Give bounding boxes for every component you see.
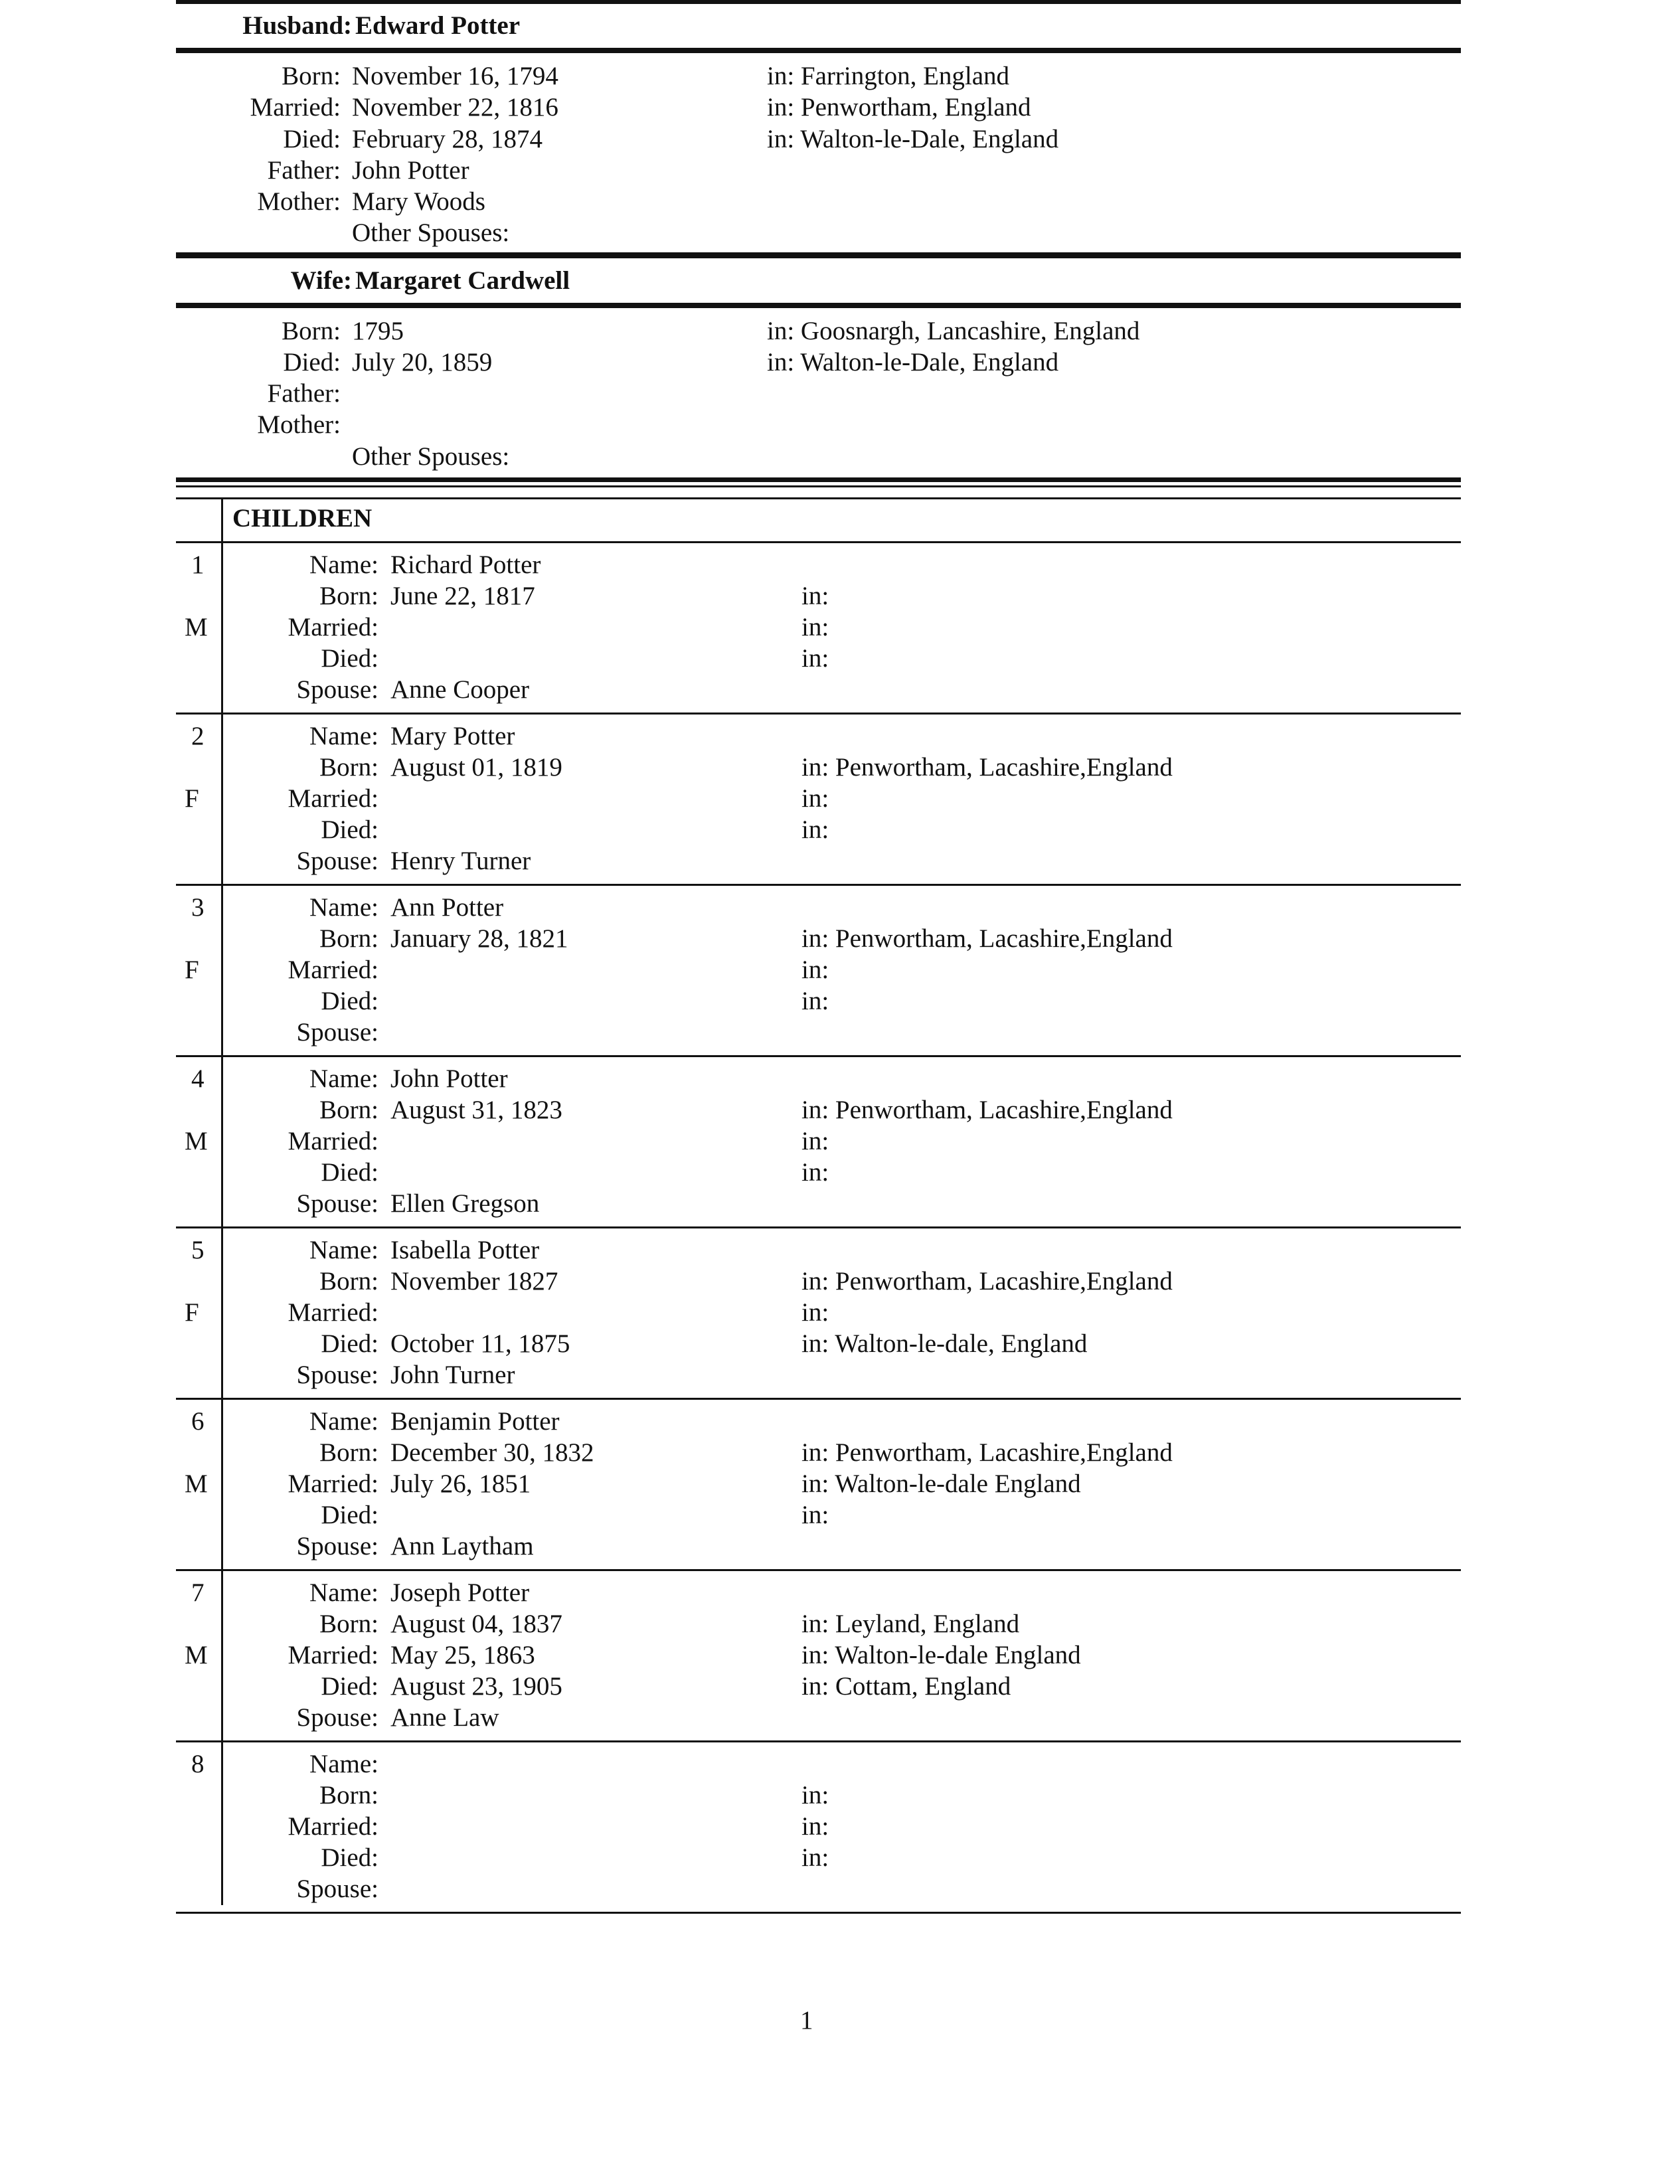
husband-father-label: Father:: [267, 156, 341, 185]
child-married-place: in:: [801, 1812, 829, 1841]
child-name-label: Name:: [309, 1064, 378, 1093]
husband-died-label: Died:: [283, 125, 341, 153]
child-number: 1: [191, 550, 205, 579]
child-spouse-label: Spouse:: [296, 1532, 378, 1560]
child-born-place: in:: [801, 1781, 829, 1809]
child-name-label: Name:: [309, 1407, 378, 1436]
wife-rule: [176, 303, 1461, 308]
husband-mother-label: Mother:: [257, 187, 341, 216]
child-spouse-label: Spouse:: [296, 847, 378, 875]
husband-married-label: Married:: [250, 93, 341, 122]
wife-top-rule: [176, 252, 1461, 258]
child-sex: M: [185, 1127, 208, 1155]
child-spouse-label: Spouse:: [296, 1875, 378, 1903]
child-died-label: Died:: [321, 815, 378, 844]
child-died-place: in:: [801, 1501, 829, 1529]
husband-died-place: in: Walton-le-Dale, England: [767, 125, 1059, 153]
child-died-place: in:: [801, 987, 829, 1015]
wife-name: Margaret Cardwell: [355, 266, 570, 295]
child-born-place: in: Penwortham, Lacashire,England: [801, 1267, 1173, 1296]
child-died: October 11, 1875: [390, 1329, 570, 1358]
child-spouse-label: Spouse:: [296, 1703, 378, 1732]
child-born: August 31, 1823: [390, 1096, 562, 1124]
child-born-place: in:: [801, 582, 829, 610]
child-died-label: Died:: [321, 1843, 378, 1872]
child-died-place: in:: [801, 1843, 829, 1872]
child-born-label: Born:: [319, 1610, 378, 1638]
child-sex: F: [185, 784, 199, 813]
child-spouse: Anne Cooper: [390, 675, 530, 704]
wife-heading-label: Wife:: [290, 266, 352, 295]
wife-born-label: Born:: [282, 317, 341, 345]
child-born: August 04, 1837: [390, 1610, 562, 1638]
husband-other-spouses-label: Other Spouses:: [352, 218, 510, 247]
child-separator-rule: [176, 884, 1461, 886]
child-married-label: Married:: [288, 1641, 378, 1669]
wife-born-place: in: Goosnargh, Lancashire, England: [767, 317, 1140, 345]
child-sex: M: [185, 1470, 208, 1498]
child-separator-rule: [176, 1398, 1461, 1400]
child-number: 2: [191, 722, 205, 750]
child-born-label: Born:: [319, 1096, 378, 1124]
husband-married-place: in: Penwortham, England: [767, 93, 1031, 122]
child-married: May 25, 1863: [390, 1641, 535, 1669]
child-separator-rule: [176, 713, 1461, 714]
child-name-label: Name:: [309, 1236, 378, 1264]
child-born-place: in: Penwortham, Lacashire,England: [801, 1438, 1173, 1467]
child-number: 3: [191, 893, 205, 922]
child-name-label: Name:: [309, 722, 378, 750]
child-born-label: Born:: [319, 753, 378, 782]
child-born: August 01, 1819: [390, 753, 562, 782]
wife-father-label: Father:: [267, 379, 341, 408]
child-married-label: Married:: [288, 613, 378, 641]
child-born-label: Born:: [319, 582, 378, 610]
child-name: Mary Potter: [390, 722, 515, 750]
husband-heading-label: Husband:: [242, 11, 352, 40]
child-born-label: Born:: [319, 924, 378, 953]
child-married-label: Married:: [288, 1470, 378, 1498]
child-spouse-label: Spouse:: [296, 1361, 378, 1389]
child-born-label: Born:: [319, 1781, 378, 1809]
child-sex: M: [185, 1641, 208, 1669]
child-married-place: in:: [801, 1127, 829, 1155]
child-separator-rule: [176, 1912, 1461, 1914]
child-number: 4: [191, 1064, 205, 1093]
child-name-label: Name:: [309, 550, 378, 579]
child-born: November 1827: [390, 1267, 558, 1296]
child-married-label: Married:: [288, 784, 378, 813]
child-married-label: Married:: [288, 1127, 378, 1155]
child-died-place: in:: [801, 815, 829, 844]
child-born-label: Born:: [319, 1267, 378, 1296]
husband-born-label: Born:: [282, 62, 341, 90]
child-spouse-label: Spouse:: [296, 1189, 378, 1218]
child-sex: F: [185, 1298, 199, 1327]
child-born: January 28, 1821: [390, 924, 568, 953]
children-heading: CHILDREN: [232, 504, 373, 533]
child-spouse: John Turner: [390, 1361, 515, 1389]
child-separator-rule: [176, 1569, 1461, 1571]
wife-other-spouses-label: Other Spouses:: [352, 442, 510, 471]
child-married-label: Married:: [288, 1812, 378, 1841]
child-born: December 30, 1832: [390, 1438, 594, 1467]
child-married-label: Married:: [288, 956, 378, 984]
child-married-label: Married:: [288, 1298, 378, 1327]
child-died-place: in: Cottam, England: [801, 1672, 1011, 1701]
top-rule: [176, 0, 1461, 4]
child-number: 6: [191, 1407, 205, 1436]
wife-mother-label: Mother:: [257, 410, 341, 439]
children-double-rule-bottom: [176, 485, 1461, 487]
child-born-place: in: Penwortham, Lacashire,England: [801, 1096, 1173, 1124]
husband-born-place: in: Farrington, England: [767, 62, 1010, 90]
husband-born: November 16, 1794: [352, 62, 558, 90]
child-separator-rule: [176, 1740, 1461, 1742]
husband-mother: Mary Woods: [352, 187, 485, 216]
child-name: Joseph Potter: [390, 1578, 530, 1607]
child-died-label: Died:: [321, 1501, 378, 1529]
child-died-label: Died:: [321, 1329, 378, 1358]
child-married-place: in: Walton-le-dale England: [801, 1470, 1081, 1498]
children-heading-bottom-rule: [176, 541, 1461, 543]
child-died-label: Died:: [321, 1672, 378, 1701]
child-married-place: in:: [801, 1298, 829, 1327]
child-name: Benjamin Potter: [390, 1407, 560, 1436]
husband-died: February 28, 1874: [352, 125, 543, 153]
child-born-place: in: Penwortham, Lacashire,England: [801, 753, 1173, 782]
child-spouse: Ann Laytham: [390, 1532, 534, 1560]
child-name: Isabella Potter: [390, 1236, 540, 1264]
wife-died-place: in: Walton-le-Dale, England: [767, 348, 1059, 377]
child-born-label: Born:: [319, 1438, 378, 1467]
wife-died: July 20, 1859: [352, 348, 493, 377]
child-number: 8: [191, 1750, 205, 1778]
page-number: 1: [800, 2006, 813, 2035]
child-spouse-label: Spouse:: [296, 675, 378, 704]
husband-father: John Potter: [352, 156, 469, 185]
child-married-place: in:: [801, 613, 829, 641]
child-sex: F: [185, 956, 199, 984]
child-number: 5: [191, 1236, 205, 1264]
child-name: John Potter: [390, 1064, 508, 1093]
wife-born: 1795: [352, 317, 404, 345]
child-died-place: in:: [801, 644, 829, 673]
child-name: Richard Potter: [390, 550, 541, 579]
child-separator-rule: [176, 1055, 1461, 1057]
children-column-divider: [221, 497, 223, 1905]
child-sex: M: [185, 613, 208, 641]
children-heading-top-rule: [176, 497, 1461, 499]
child-married: July 26, 1851: [390, 1470, 531, 1498]
husband-rule: [176, 48, 1461, 53]
child-name-label: Name:: [309, 1750, 378, 1778]
child-born: June 22, 1817: [390, 582, 535, 610]
child-name: Ann Potter: [390, 893, 504, 922]
child-born-place: in: Penwortham, Lacashire,England: [801, 924, 1173, 953]
child-spouse: Henry Turner: [390, 847, 531, 875]
child-name-label: Name:: [309, 1578, 378, 1607]
child-died: August 23, 1905: [390, 1672, 562, 1701]
child-spouse: Anne Law: [390, 1703, 499, 1732]
child-married-place: in:: [801, 956, 829, 984]
child-spouse-label: Spouse:: [296, 1018, 378, 1047]
child-spouse: Ellen Gregson: [390, 1189, 540, 1218]
child-name-label: Name:: [309, 893, 378, 922]
child-born-place: in: Leyland, England: [801, 1610, 1020, 1638]
wife-died-label: Died:: [283, 348, 341, 377]
child-died-label: Died:: [321, 644, 378, 673]
child-married-place: in:: [801, 784, 829, 813]
child-died-place: in: Walton-le-dale, England: [801, 1329, 1088, 1358]
husband-name: Edward Potter: [355, 11, 521, 40]
child-died-label: Died:: [321, 1158, 378, 1187]
child-died-place: in:: [801, 1158, 829, 1187]
children-double-rule-top: [176, 477, 1461, 482]
child-number: 7: [191, 1578, 205, 1607]
child-separator-rule: [176, 1226, 1461, 1228]
child-married-place: in: Walton-le-dale England: [801, 1641, 1081, 1669]
child-died-label: Died:: [321, 987, 378, 1015]
husband-married: November 22, 1816: [352, 93, 558, 122]
